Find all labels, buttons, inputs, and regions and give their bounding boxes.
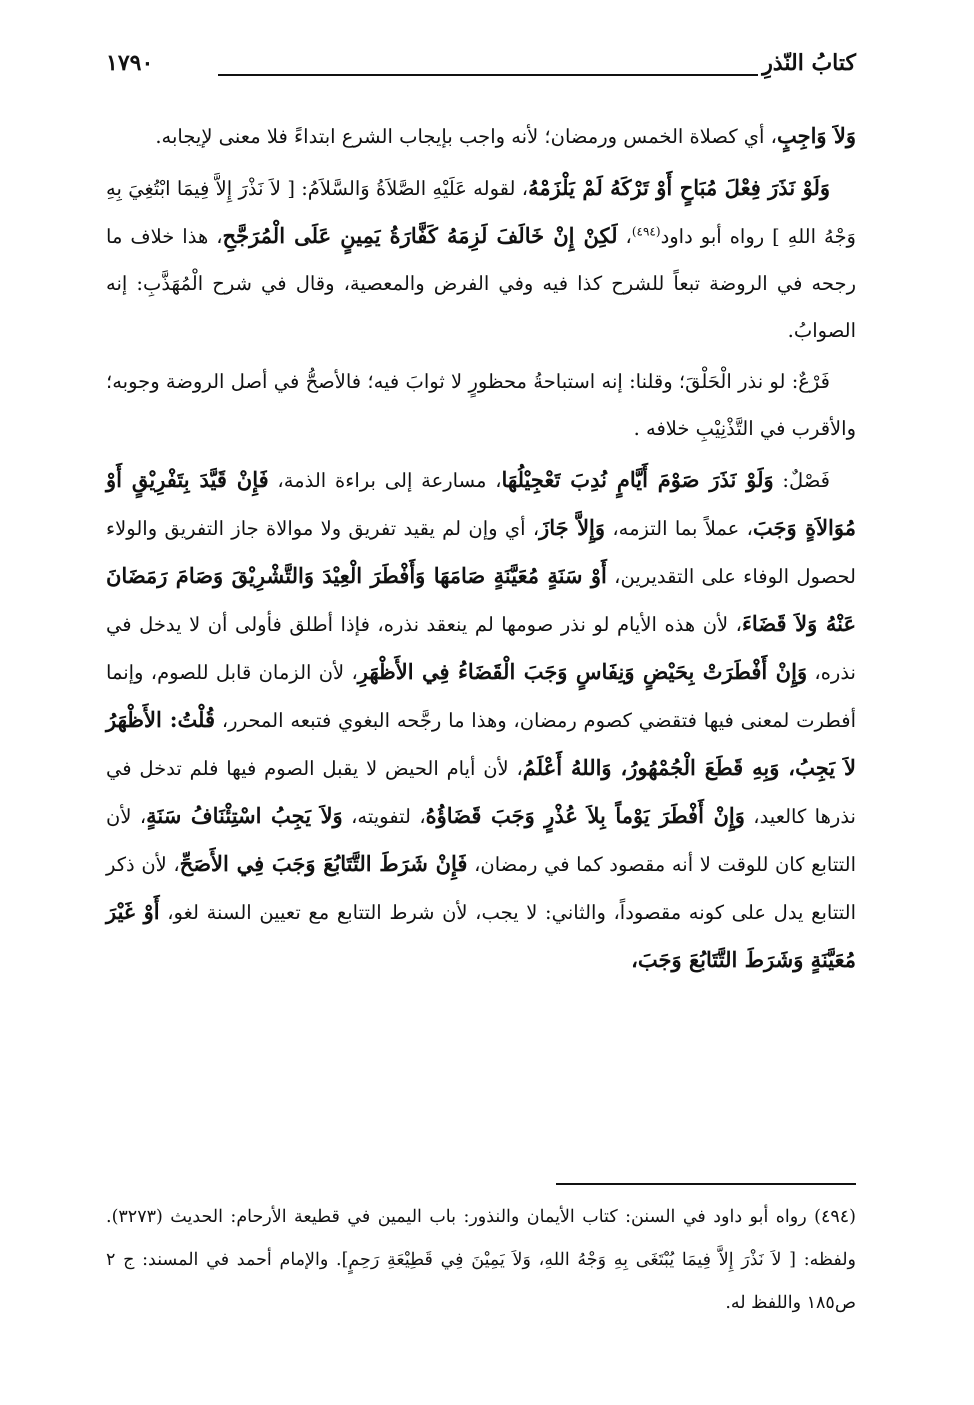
matn-segment: فَإِنْ شَرَطَ التَّتَابُعَ وَجَبَ فِي الأَصَحِّ (179, 851, 468, 876)
matn-segment: وَلاَ يَجِبُ اسْتِئْنَافُ سَنَةٍ (146, 803, 343, 828)
paragraph-3 (106, 358, 856, 452)
matn-segment: وَإِنْ أَفْطَرَ يَوْماً بِلاَ عُذْرٍ وَجَبَ قَضَاؤُهُ (425, 803, 745, 828)
matn-segment: وَلَوْ نَذَرَ صَوْمَ أَيَّامٍ نُدِبَ تَعْجِيْلُهَا (501, 467, 774, 492)
footnote-reference[interactable]: (٤٩٤) (631, 224, 661, 239)
sharh-segment: ، أي وإن لم يقيد تفريق ولا موالاة جاز التفريق والولاء لحصول الوفاء على التقديرين، (106, 517, 857, 588)
sharh-segment: ، (617, 225, 632, 248)
sharh-segment: ، أي كصلاة الخمس ورمضان؛ لأنه واجب بإيجاب الشرع ابتداءً فلا معنى لإيجابه. (155, 125, 777, 148)
matn-segment: قُلْتُ: الأَظْهَرُ لاَ يَجِبُ، وَبِهِ قَطَعَ الْجُمْهُورُ، وَاللهُ أَعْلَمُ (106, 707, 856, 780)
sharh-segment: ، هذا خلاف ما رجحه في الروضة تبعاً للشرح كذا فيه وفي الفرض والمعصية، وقال في شرح الْمُهَذَّبِ: إنه الصوابُ. (106, 225, 856, 342)
sharh-segment: ، لتفويته، (342, 805, 426, 828)
sharh-segment: ، لقوله عَلَيْهِ الصَّلاَةُ وَالسَّلاَمُ: [ لاَ نَذْرَ إِلاَّ فِيمَا ابْتُغِيَ بِهِ وَجْهُ اللهِ ] رواه أبو داود (106, 177, 856, 248)
matn-segment: أَوْ غَيْرَ مُعَيَّنَةٍ وَشَرَطَ التَّتَابُعَ وَجَبَ، (106, 899, 856, 972)
sharh-segment: ، عملاً بما التزمه، (605, 517, 753, 540)
matn-segment: وَلاَ وَاجِبٍ (776, 123, 856, 148)
matn-segment: وَإِنْ أَفْطَرَتْ بِحَيْضٍ وَنِفَاسٍ وَجَبَ الْقَضَاءُ فِي الأَظْهَرِ (357, 659, 808, 684)
sharh-segment: ، لأن الزمان قابل للصوم، وإنما أفطرت لمعنى فيها فتقضي كصوم رمضان، وهذا ما رجَّحه البغوي فتبعه المحرر، (106, 661, 856, 732)
book-title: كتابُ النّذرِ (762, 50, 856, 76)
paragraph-2 (106, 164, 856, 354)
matn-segment: فَإِنْ قَيَّدَ بِتَفْرِيْقٍ أَوْ مُوَالاَةٍ وَجَبَ (106, 467, 856, 540)
sharh-segment: ، لأن التتابع كان للوقت لا أنه مقصود كما في رمضان، (106, 805, 857, 876)
matn-segment: وَإِلاَّ جَازَ (539, 515, 606, 540)
matn-segment: وَلَوْ نَذَرَ فِعْلَ مُبَاحٍ أَوْ تَرْكَهُ لَمْ يَلْزَمْهُ (528, 175, 830, 200)
matn-segment: لَكِنْ إِنْ خَالَفَ لَزِمَهُ كَفَّارَةُ يَمِينٍ عَلَى الْمُرَجَّحِ (222, 223, 618, 248)
sharh-segment: ، لأن أيام الحيض لا يقبل الصوم فيها فلم تدخل في نذرها كالعيد، (106, 757, 856, 828)
section-label: فَصْلٌ: (773, 469, 831, 492)
page-header (106, 48, 856, 88)
paragraph-1 (106, 112, 856, 160)
sharh-segment: ، لأن ذكر التتابع يدل على كونه مقصوداً، والثاني: لا يجب، لأن شرط التتابع مع تعيين السنة لغو، (106, 853, 856, 924)
page-number: ١٧٩٠ (106, 50, 154, 76)
main-text (106, 112, 856, 988)
footnote-text: (٤٩٤) رواه أبو داود في السنن: كتاب الأيمان والنذور: باب اليمين في قطيعة الأرحام: الحديث (٣٢٧٣). ولفظه: [ لاَ نَذْرَ إِلاَّ فِيمَا يُبْتَغَى بِهِ وَجْهُ اللهِ، وَلاَ يَمِيْنَ فِي قَطِيْعَةِ رَحِمٍ]. والإمام أحمد في المسند: ج ٢ ص١٨٥ واللفظ له. (106, 1207, 856, 1313)
sharh-segment: فَرْعٌ: لو نذر الْحَلْقَ؛ وقلنا: إنه استباحةُ محظورٍ لا ثوابَ فيه؛ فالأصحُّ في أصل الروضة وجوبه؛ والأقرب في التَّذْنِيْبِ خلافه . (106, 370, 856, 440)
paragraph-4 (106, 456, 856, 984)
sharh-segment: ، لأن هذه الأيام لو نذر صومها لم ينعقد نذره، فإذا أطلق فأولى أن لا يدخل في نذره، (106, 613, 856, 684)
footnote (106, 1196, 856, 1325)
header-rule (218, 74, 758, 76)
footnote-divider (556, 1183, 856, 1185)
sharh-segment: ، مسارعة إلى براءة الذمة، (268, 469, 502, 492)
matn-segment: أَوْ سَنَةٍ مُعَيَّنَةٍ صَامَهَا وَأَفْطَرَ الْعِيْدَ وَالتَّشْرِيْقَ وَصَامَ رَمَضَانَ عَنْهُ وَلاَ قَضَاءَ (106, 563, 856, 636)
